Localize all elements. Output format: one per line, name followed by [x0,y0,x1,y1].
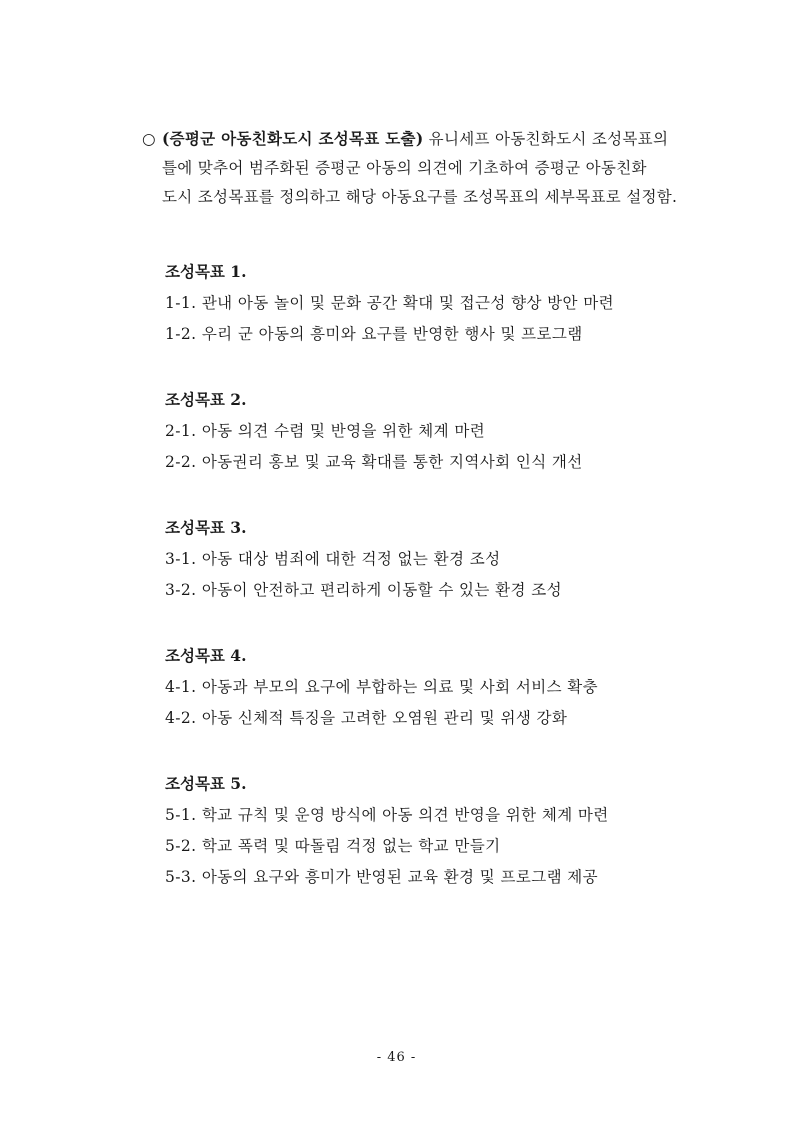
goal-title: 조성목표 4. [165,646,247,665]
goal-title: 조성목표 1. [165,262,247,281]
goal-section-5 [165,769,725,893]
page-number: - 46 - [376,1050,417,1065]
intro-line-1 [142,124,702,154]
goal-section-4 [165,641,725,734]
goal-item: 5-2. 학교 폭력 및 따돌림 걱정 없는 학교 만들기 [165,837,501,855]
goal-title: 조성목표 2. [165,390,247,409]
intro-heading: (증평군 아동친화도시 조성목표 도출) [162,129,424,148]
goal-item: 5-1. 학교 규칙 및 운영 방식에 아동 의견 반영을 위한 체계 마련 [165,806,609,824]
goal-section-1 [165,257,725,350]
goal-item: 2-2. 아동권리 홍보 및 교육 확대를 통한 지역사회 인식 개선 [165,453,583,471]
goal-item: 1-2. 우리 군 아동의 흥미와 요구를 반영한 행사 및 프로그램 [165,325,583,343]
goals-list [165,257,725,928]
goal-section-3 [165,513,725,606]
goal-item: 1-1. 관내 아동 놀이 및 문화 공간 확대 및 접근성 향상 방안 마련 [165,294,614,312]
goal-title: 조성목표 3. [165,518,247,537]
goal-section-2 [165,385,725,478]
goal-item: 3-2. 아동이 안전하고 편리하게 이동할 수 있는 환경 조성 [165,581,562,599]
bullet-circle: ○ [142,130,156,148]
goal-item: 2-1. 아동 의견 수렴 및 반영을 위한 체계 마련 [165,422,486,440]
intro-line-3: 도시 조성목표를 정의하고 해당 아동요구를 조성목표의 세부목표로 설정함. [162,188,678,206]
goal-item: 5-3. 아동의 요구와 흥미가 반영된 교육 환경 및 프로그램 제공 [165,868,599,886]
goal-title: 조성목표 5. [165,774,247,793]
intro-line-1-text: 유니세프 아동친화도시 조성목표의 [423,130,669,148]
intro-line-2: 틀에 맞추어 범주화된 증평군 아동의 의견에 기초하여 증평군 아동친화 [162,159,647,177]
goal-item: 4-1. 아동과 부모의 요구에 부합하는 의료 및 사회 서비스 확충 [165,678,599,696]
intro-paragraph [142,124,702,212]
goal-item: 4-2. 아동 신체적 특징을 고려한 오염원 관리 및 위생 강화 [165,709,568,727]
goal-item: 3-1. 아동 대상 범죄에 대한 걱정 없는 환경 조성 [165,550,501,568]
